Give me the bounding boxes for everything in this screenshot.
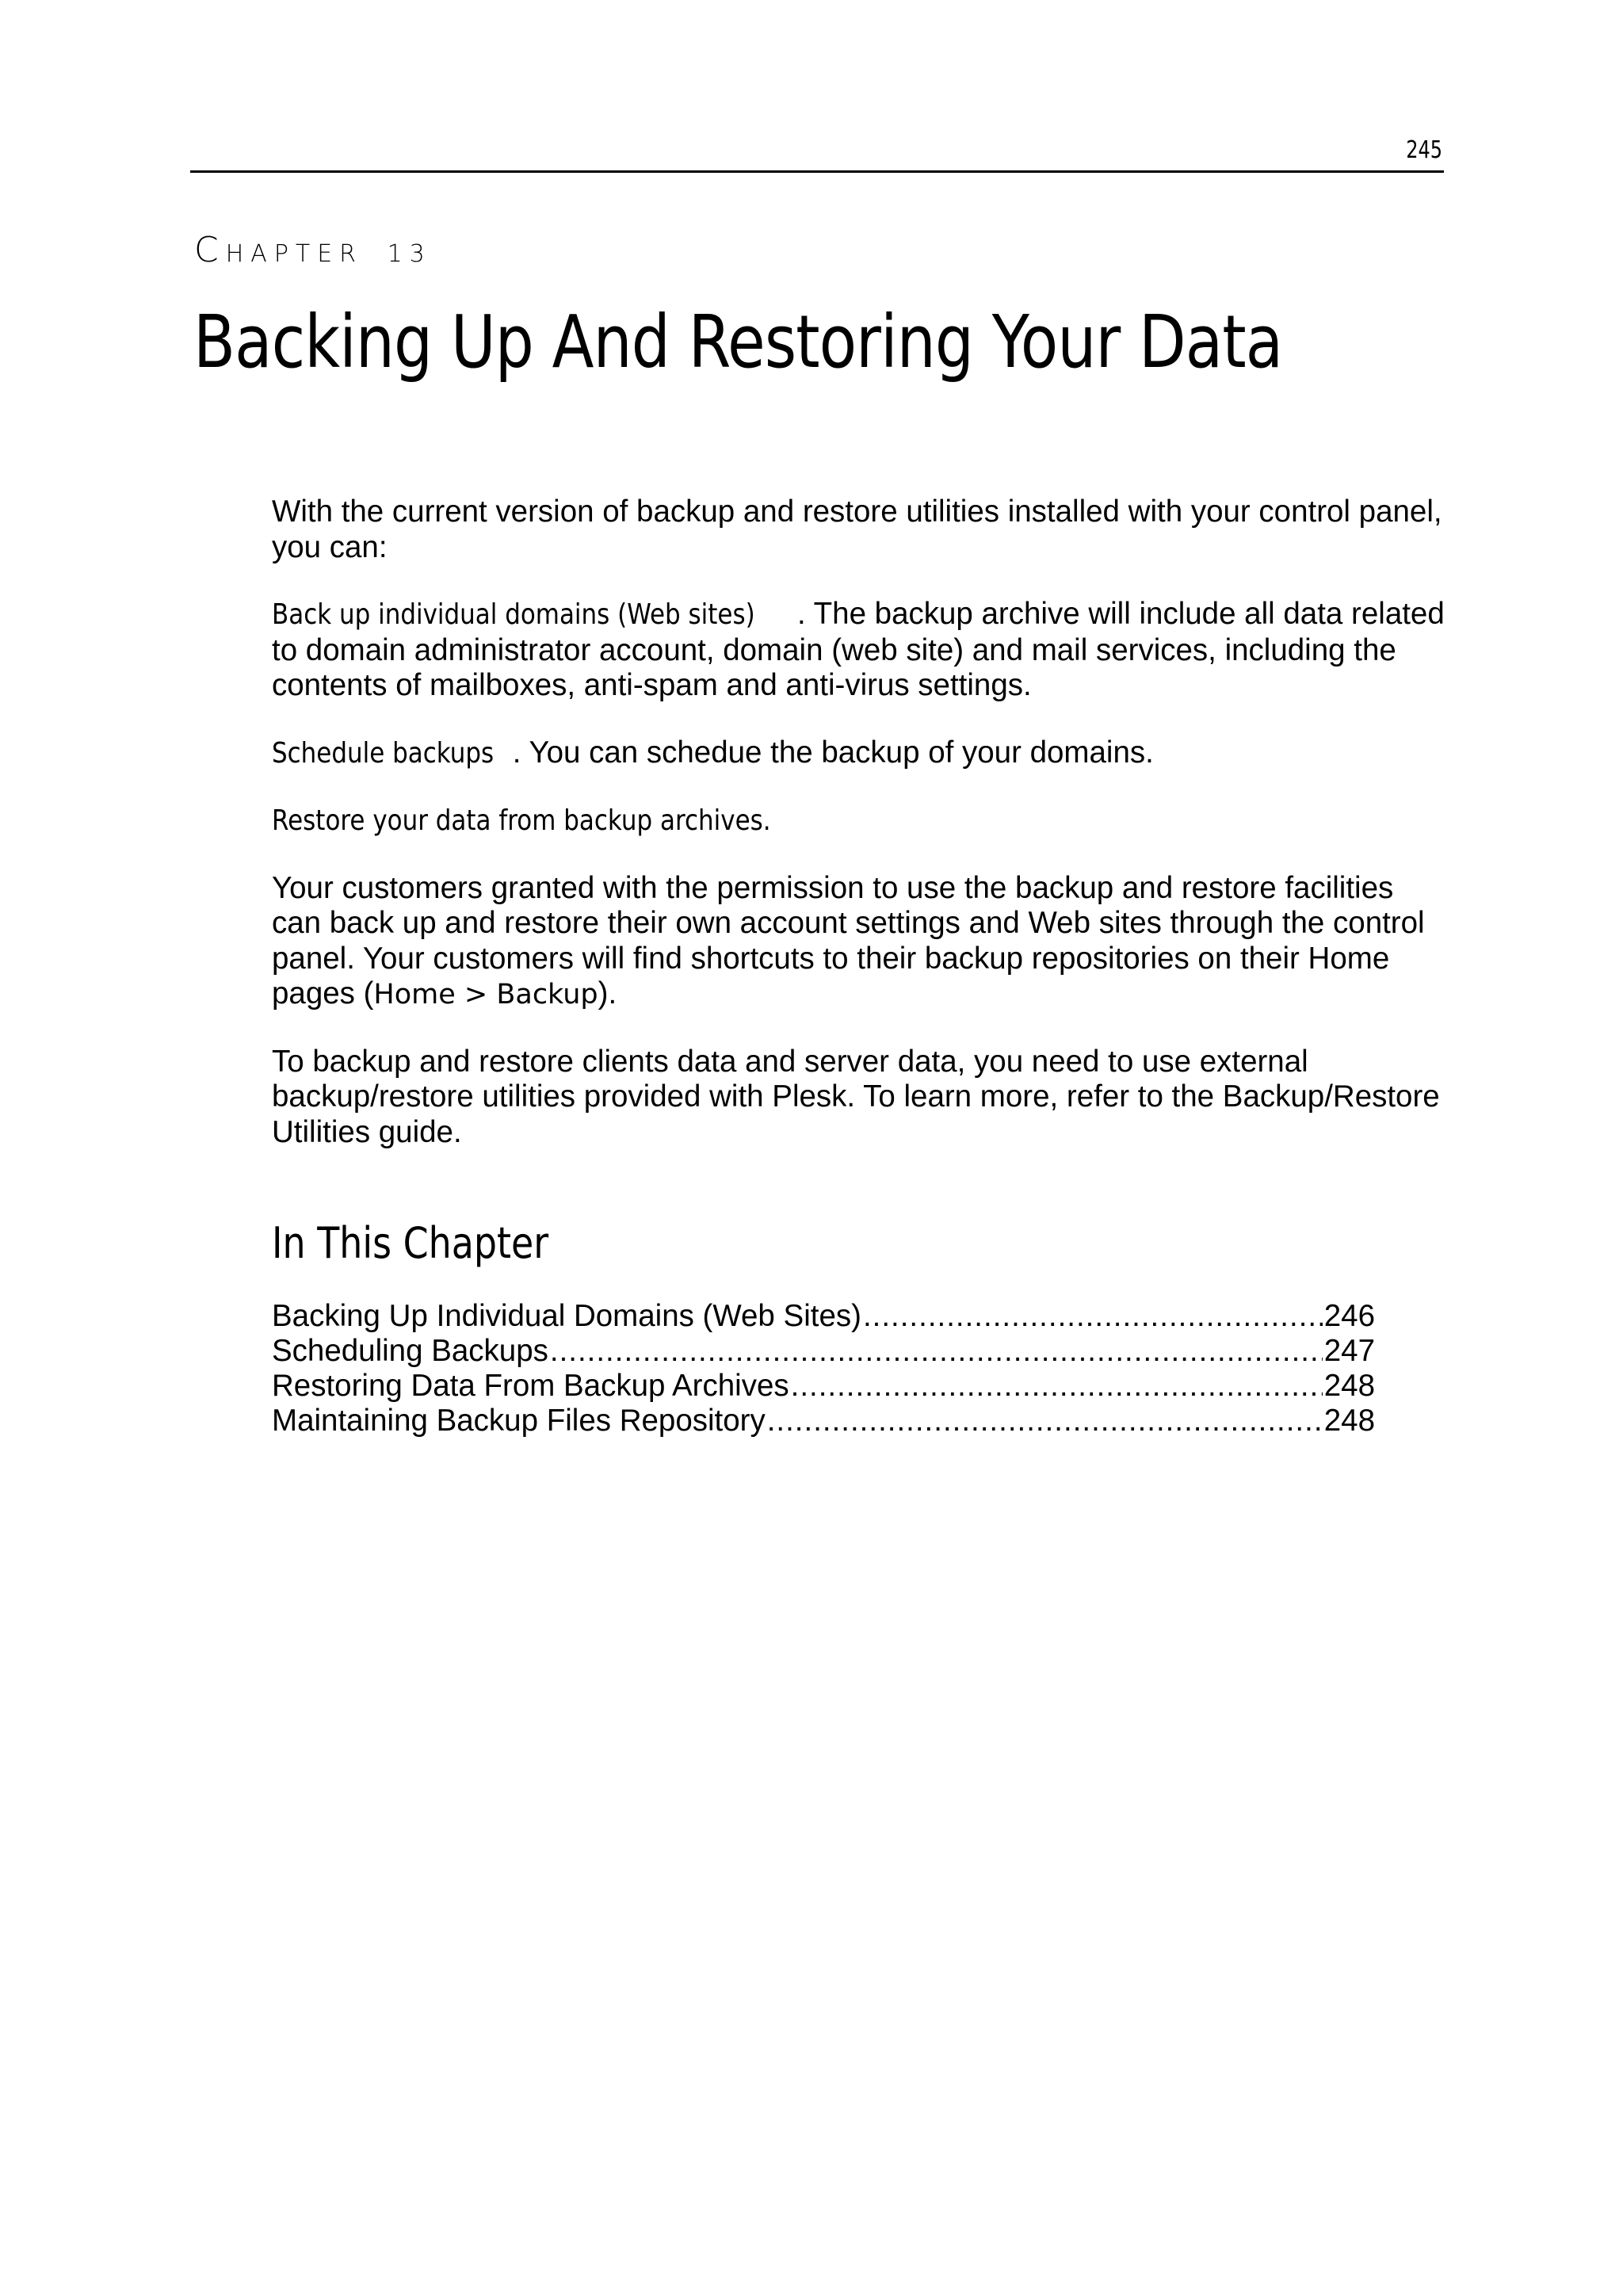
feature-text: . You can schedue the backup of your domains.: [512, 735, 1154, 770]
chapter-label: [194, 230, 432, 270]
toc-leader-dots: [767, 1404, 1323, 1438]
toc-entry[interactable]: [272, 1299, 1375, 1334]
table-of-contents: [272, 1299, 1375, 1438]
toc-leader-dots: [550, 1334, 1323, 1369]
feature-term: Restore your data from backup archives.: [272, 804, 771, 837]
toc-entry-title[interactable]: Restoring Data From Backup Archives: [272, 1369, 789, 1403]
intro-paragraph: With the current version of backup and restore utilities installed with your control panel, you can:: [272, 495, 1442, 564]
feature-text: . The backup archive will include all data related to domain administrator account, domain (web site) and mail services, including the contents of mailboxes, anti-spam and anti-virus settings.: [272, 597, 1445, 702]
feature-item: [272, 735, 1445, 772]
toc-leader-dots: [791, 1369, 1323, 1404]
toc-entry-page[interactable]: 247: [1323, 1334, 1375, 1368]
chapter-content: [272, 495, 1445, 1438]
toc-entry-page[interactable]: 248: [1323, 1369, 1375, 1403]
page-number: 245: [1406, 136, 1442, 164]
toc-leader-dots: [863, 1299, 1323, 1334]
backup-path: Home > Backup: [373, 979, 598, 1010]
toc-entry[interactable]: [272, 1404, 1375, 1438]
feature-term: Schedule backups: [272, 736, 495, 770]
chapter-title: Backing Up And Restoring Your Data: [193, 300, 1283, 384]
chapter-number: 13: [387, 240, 432, 268]
toc-entry[interactable]: [272, 1334, 1375, 1369]
toc-entry-page[interactable]: 248: [1323, 1404, 1375, 1438]
customers-text: Your customers granted with the permission to use the backup and restore facilities can back up and restore their own account settings and Web sites through the control panel. Your customers will find shortcuts to their backup repositories on their Home pages (: [272, 870, 1425, 1010]
toc-entry-page[interactable]: 246: [1323, 1299, 1375, 1333]
feature-item: [272, 803, 1445, 839]
customers-paragraph: [272, 871, 1445, 1013]
header-rule: [190, 170, 1444, 173]
toc-entry-title[interactable]: Backing Up Individual Domains (Web Sites): [272, 1299, 861, 1333]
toc-entry-title[interactable]: Maintaining Backup Files Repository: [272, 1404, 766, 1438]
toc-entry-title[interactable]: Scheduling Backups: [272, 1334, 548, 1368]
toc-entry[interactable]: [272, 1369, 1375, 1404]
toc-heading: In This Chapter: [272, 1218, 549, 1268]
customers-text-end: ).: [598, 976, 617, 1010]
chapter-label-initial: C: [194, 230, 226, 270]
feature-term: Back up individual domains (Web sites): [272, 598, 755, 631]
external-utilities-paragraph: To backup and restore clients data and server data, you need to use external backup/restore utilities provided with Plesk. To learn more, refer to the Backup/Restore Utilities guide.: [272, 1044, 1440, 1149]
feature-item: [272, 597, 1445, 704]
chapter-label-rest: HAPTER: [225, 240, 364, 268]
